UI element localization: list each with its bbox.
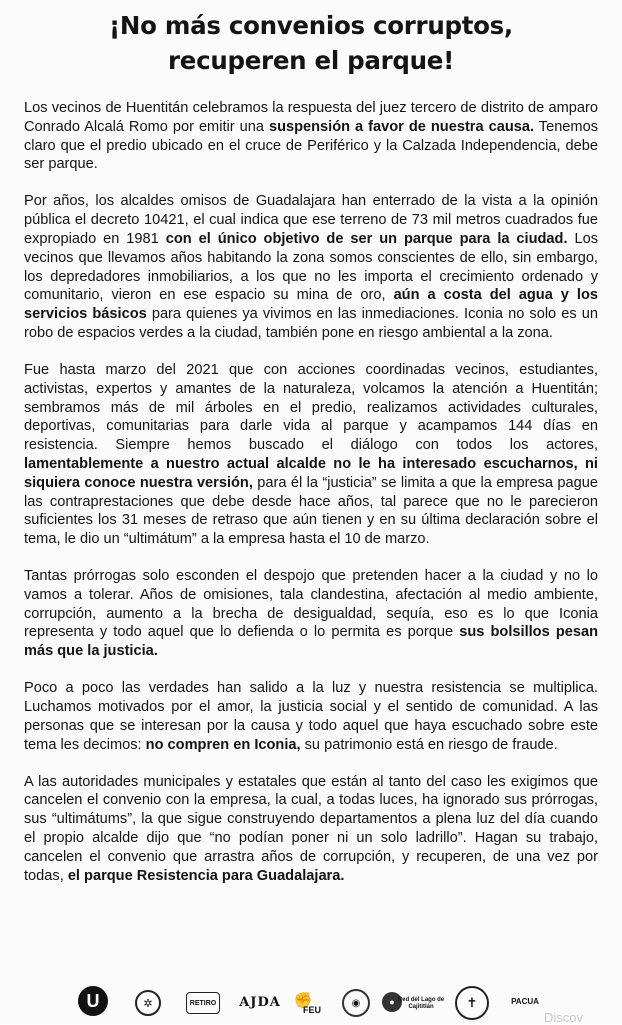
title-line-1: ¡No más convenios corruptos,	[109, 11, 513, 40]
paragraph-text: Los vecinos de Huentitán celebramos la respuesta del juez tercero de distrito de amparo Conrado Alcalá Romo por emitir una	[24, 100, 598, 135]
emphasis-text: sus bolsillos pesan más que la justicia.	[24, 624, 598, 660]
paragraph-text: Tantas prórrogas solo esconden el despojo que pretenden hacer a la ciudad y no lo vamos a tolerar. Años de omisiones, tala clandestina, afectación al medio ambiente, corrupción, aumento a la brecha de desigualdad, sequía, eso es lo que Iconia representa y todo aquel que lo defienda o lo permita es porque	[24, 568, 598, 641]
paragraph-text: A las autoridades municipales y estatales que están al tanto del caso les exigimos que cancelen el convenio con la empresa, la cual, a todas luces, ha ignorado sus prórrogas, sus “ultimátums”, la que sigue construyendo departamentos a plena luz del día cuando el propio alcalde dijo que “no podían poner ni un solo ladrillo”. Hagan su trabajo, cancelen el convenio que arrastra años de corrupción, y recuperen, de una vez por todas,	[24, 773, 598, 884]
feu-logo: FEU	[303, 1005, 321, 1015]
page-title	[0, 0, 622, 78]
emphasis-text: el parque Resistencia para Guadalajara.	[67, 867, 345, 884]
paragraph-text: para quienes ya vivimos en las inmediaciones. Iconia no solo es un robo de espacios verdes a la ciudad, también pone en riesgo ambiental a la zona.	[24, 306, 598, 341]
body-paragraph-3	[24, 361, 598, 549]
collective-u-logo: U	[78, 986, 108, 1016]
body-paragraph-2	[24, 192, 598, 342]
paragraph-text: Por años, los alcaldes omisos de Guadalajara han enterrado de la vista a la opinión pública el decreto 10421, el cual indica que ese terreno de 73 mil metros cuadrados fue expropiado en 1981	[24, 193, 598, 247]
body-paragraph-5	[24, 679, 598, 754]
paragraph-text: Los vecinos que llevamos años habitando la zona somos conscientes de ello, sin embargo, los depredadores inmobiliarios, a los que no les importa el crecimiento ordenado y comunitario, vieron en ese espacio su mina de oro,	[24, 230, 598, 304]
discover-overlay-text: Discov	[544, 1010, 584, 1025]
body-paragraph-4	[24, 567, 598, 661]
saint-medallion-logo: ✝	[455, 986, 489, 1020]
emphasis-text: lamentablemente a nuestro actual alcalde no le ha interesado escucharnos, ni siquiera conoce nuestra versión,	[24, 455, 598, 491]
statement-body	[24, 99, 598, 904]
emphasis-text: suspensión a favor de nuestra causa.	[268, 118, 535, 135]
paragraph-text: su patrimonio está en riesgo de fraude.	[300, 736, 558, 753]
ajda-logo: AJDA	[239, 994, 281, 1010]
red-lago-logo: Red del Lago de Cajititlán	[397, 997, 445, 1010]
raised-fist-icon: ✊	[293, 992, 313, 1009]
pacua-logo: PACUA	[511, 996, 539, 1006]
emphasis-text: aún a costa del agua y los servicios básicos	[24, 287, 598, 323]
body-paragraph-1	[24, 99, 598, 174]
retiro-logo: RETIRO	[186, 992, 220, 1014]
bike-collective-logo: ✲	[135, 990, 161, 1016]
paragraph-text: Tenemos claro que el predio ubicado en el cruce de Periférico y la Calzada Independencia, debe ser parque.	[24, 118, 598, 173]
title-line-2: recuperen el parque!	[168, 46, 454, 75]
circle-emblem-logo: ◉	[342, 989, 370, 1017]
body-paragraph-6	[24, 773, 598, 886]
emphasis-text: con el único objetivo de ser un parque para la ciudad.	[165, 230, 568, 247]
paragraph-text: Fue hasta marzo del 2021 que con acciones coordinadas vecinos, estudiantes, activistas, expertos y amantes de la naturaleza, volcamos la atención a Huentitán; sembramos más de mil árboles en el predio, realizamos actividades culturales, deportivas, comunitarias para darle vida al parque y acampamos 144 días en resistencia. Siempre hemos buscado el diálogo con todos los actores,	[24, 361, 598, 454]
paragraph-text: Poco a poco las verdades han salido a la luz y nuestra resistencia se multiplica. Luchamos motivados por el amor, la justicia social y el sentido de comunidad. A las personas que se interesan por la causa y todo aquel que haya escuchado sobre este tema les decimos:	[24, 680, 598, 753]
dark-emblem-logo: ●	[382, 992, 402, 1012]
paragraph-text: para él la “justicia” se limita a que la empresa pague las contraprestaciones que debe desde hace años, tal parece que no le parecieron suficientes los 31 meses de retraso que aún tienen y en su última declaración sobre el tema, le dio un “ultimátum” a la empresa hasta el 10 de marzo.	[24, 474, 598, 548]
logo-strip	[0, 980, 622, 1024]
emphasis-text: no compren en Iconia,	[145, 736, 301, 753]
